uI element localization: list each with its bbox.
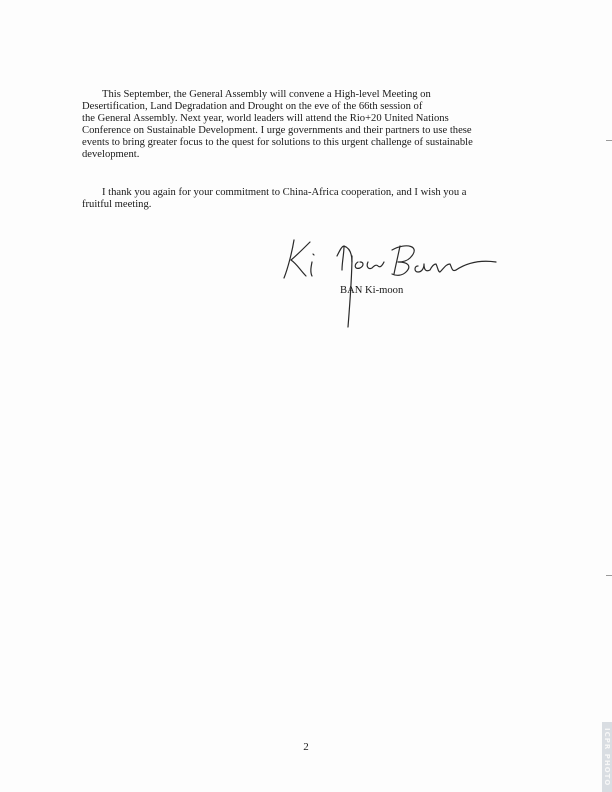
paragraph-line: This September, the General Assembly will convene a High-level Meeting on	[102, 89, 431, 100]
paragraph-line: I thank you again for your commitment to China-Africa cooperation, and I wish you a	[102, 187, 467, 198]
page-number: 2	[303, 741, 309, 753]
paragraph-line: Desertification, Land Degradation and Drought on the eve of the 66th session of	[82, 100, 423, 112]
watermark-stamp: ICPR PHOTO	[602, 722, 612, 792]
scan-edge-mark	[606, 575, 612, 576]
signature	[282, 232, 502, 332]
paragraph-general-assembly	[82, 89, 522, 160]
paragraph-closing	[82, 187, 522, 211]
paragraph-line: the General Assembly. Next year, world leaders will attend the Rio+20 United Nations	[82, 112, 449, 124]
paragraph-line: events to bring greater focus to the quest for solutions to this urgent challenge of sustainable	[82, 136, 473, 148]
paragraph-line: Conference on Sustainable Development. I urge governments and their partners to use these	[82, 124, 472, 136]
paragraph-line: fruitful meeting.	[82, 198, 152, 210]
signer-name: BAN Ki-moon	[340, 285, 404, 296]
handwritten-signature	[282, 232, 502, 332]
paragraph-line: development.	[82, 148, 140, 160]
scan-edge-mark	[606, 140, 612, 141]
